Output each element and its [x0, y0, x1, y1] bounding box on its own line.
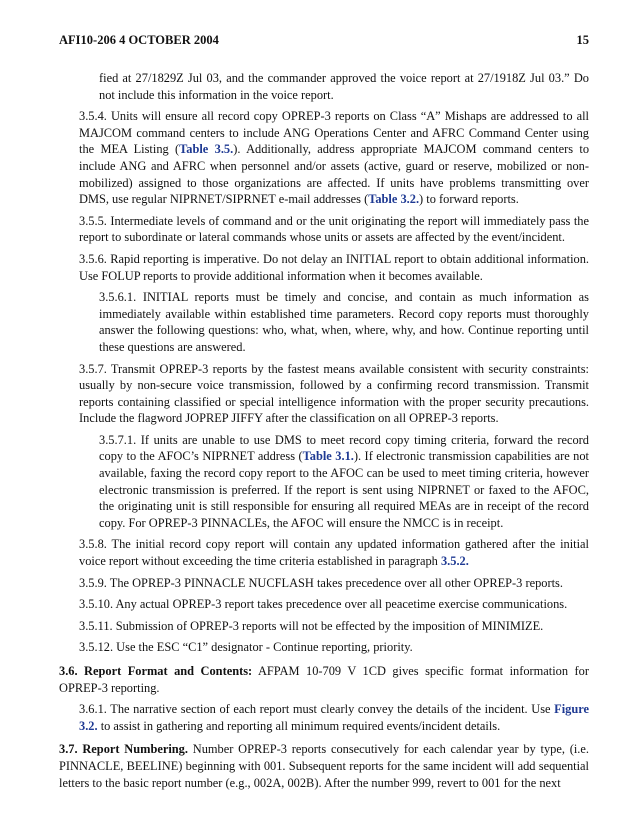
text: ) to forward reports. [419, 192, 519, 207]
text: ). Additionally, address appropriate MAJCOM command centers to include ANG and AFRC when personnel and/or assets (active, guard or reserve, mobilized or non-mobilized) assigned to those organizations are affected. If units have problems transmitting over DMS, use regular NIPRNET/SIPRNET e-mail addresses ( [79, 142, 590, 207]
paragraph-3-5-6-1: 3.5.6.1. INITIAL reports must be timely and concise, and contain as much information as immediately available within established time parameters. Record copy reports must thoroughly answer the following questions: who, what, when, where, why, and how. Continue reporting until these questions are answered. [99, 290, 589, 354]
text: 3.6.1. The narrative section of each report must clearly convey the details of the incident. Use [79, 702, 555, 717]
section-title: 3.6. Report Format and Contents: [59, 664, 253, 678]
paragraph-3-6-1 [59, 701, 589, 734]
link-table-3-2[interactable]: Table 3.2. [368, 192, 420, 207]
paragraph-continuation: fied at 27/1829Z Jul 03, and the commander approved the voice report at 27/1918Z Jul 03.” Do not include this information in the voice report. [99, 71, 589, 102]
link-table-3-5[interactable]: Table 3.5. [179, 142, 234, 157]
text: Number OPREP-3 reports consecutively for each calendar year by type, (i.e. PINNACLE, BEELINE) beginning with 001. Subsequent reports for the same incident will add sequential letters to the basic report number (e.g., 002A, 002B). After the number 999, revert to 001 for the next [59, 742, 589, 790]
section-3-6 [59, 663, 589, 696]
document-id: AFI10-206 4 OCTOBER 2004 [59, 33, 219, 47]
paragraph-3-5-6: 3.5.6. Rapid reporting is imperative. Do not delay an INITIAL report to obtain additional information. Use FOLUP reports to provide additional information when it becomes available. [79, 251, 589, 283]
text: to assist in gathering and reporting all minimum required events/incident details. [97, 718, 501, 733]
paragraph-3-5-10: 3.5.10. Any actual OPREP-3 report takes precedence over all peacetime exercise communications. [79, 597, 568, 612]
paragraph-3-5-7: 3.5.7. Transmit OPREP-3 reports by the fastest means available consistent with security constraints: usually by non-secure voice transmission, followed by a confirming record transmission. Transmit reports containing classified or special intelligence information with the proper security precautions. Include the flagword JOPREP JIFFY after the classification on all OPREP-3 reports. [79, 361, 589, 426]
text: AFPAM 10-709 V 1CD gives specific format information for OPREP-3 reporting. [59, 664, 589, 695]
paragraph-3-5-7-1 [59, 432, 589, 532]
page-number: 15 [576, 33, 589, 47]
paragraph-3-5-9: 3.5.9. The OPREP-3 PINNACLE NUCFLASH takes precedence over all other OPREP-3 reports. [79, 575, 563, 590]
link-figure-3-2[interactable]: Figure 3.2. [79, 702, 589, 733]
text: ). If electronic transmission capabilities are not available, faxing the record copy report to the AFOC can be used to meet timing criteria, however electronic transmission is preferred. If the report is sent using NIPRNET or faxed to the AFOC, the originating unit is still responsible for ensuring all required MEAs are in receipt of the record copy. For OPREP-3 PINNACLEs, the AFOC will ensure the NMCC is in receipt. [99, 449, 589, 530]
paragraph-3-5-11: 3.5.11. Submission of OPREP-3 reports will not be effected by the imposition of MINIMIZE. [79, 618, 544, 633]
section-title: 3.7. Report Numbering. [59, 742, 188, 757]
text: 3.5.7.1. If units are unable to use DMS to meet record copy timing criteria, forward the record copy to the AFOC’s NIPRNET address ( [99, 432, 589, 464]
section-3-7 [59, 741, 589, 791]
paragraph-3-5-12: 3.5.12. Use the ESC “C1” designator - Continue reporting, priority. [79, 640, 413, 655]
paragraph-3-5-4 [59, 108, 589, 208]
link-paragraph-3-5-2[interactable]: 3.5.2. [440, 554, 469, 569]
paragraph-3-5-8 [59, 536, 589, 569]
page-header [59, 33, 589, 48]
link-table-3-1[interactable]: Table 3.1. [302, 449, 354, 464]
paragraph-3-5-5: 3.5.5. Intermediate levels of command and or the unit originating the report will immediately pass the report to subordinate or lateral commands whose units or assets are affected by the event/incident. [79, 213, 589, 245]
text: 3.5.8. The initial record copy report will contain any updated information gathered after the initial voice report without exceeding the time criteria established in paragraph [79, 537, 589, 569]
document-body [59, 70, 589, 796]
text: 3.5.4. Units will ensure all record copy OPREP-3 reports on Class “A” Mishaps are addressed to all MAJCOM command centers to include ANG Operations Center and AFRC Command Center using the MEA Listing ( [79, 109, 589, 157]
